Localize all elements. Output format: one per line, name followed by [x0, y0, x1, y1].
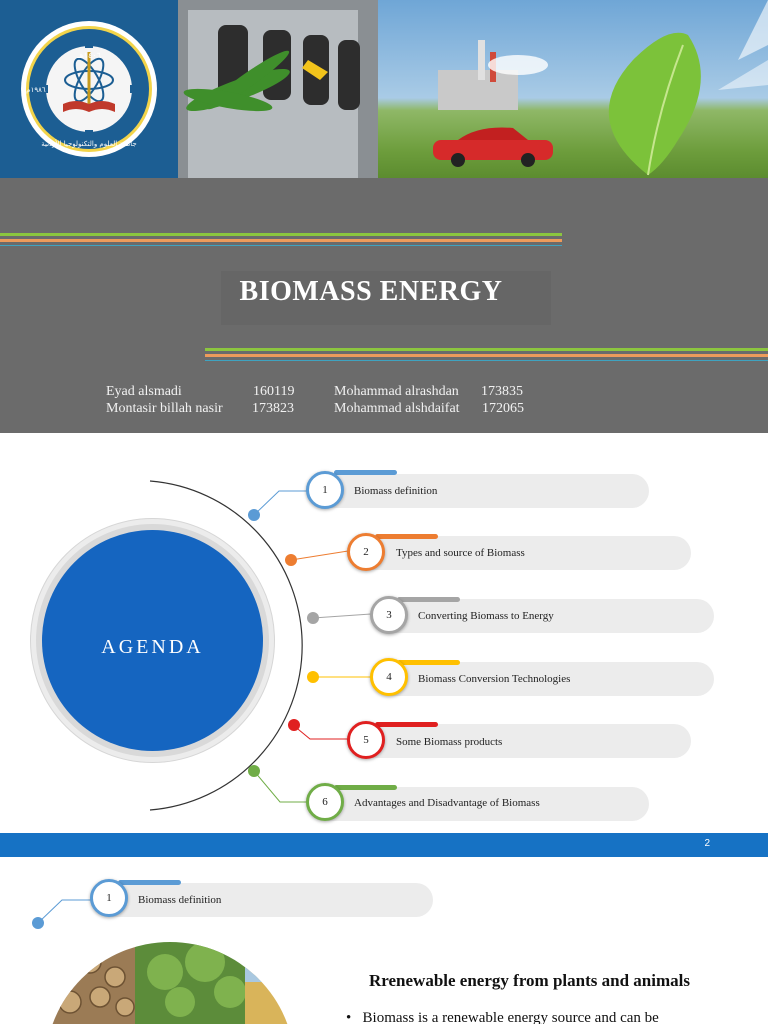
number-badge: 5: [347, 721, 385, 759]
author-id: 172065: [482, 401, 524, 416]
number-accent-bar: [397, 597, 460, 602]
number-accent-bar: [397, 660, 460, 665]
author-id: 160119: [253, 384, 295, 399]
agenda-item-label: Types and source of Biomass: [396, 547, 525, 559]
author-name: Mohammad alrashdan: [334, 384, 459, 399]
number-accent-bar: [118, 880, 181, 885]
timeline-dot: [307, 671, 319, 683]
slide3-heading: Rrenewable energy from plants and animals: [369, 971, 690, 990]
number-accent-bar: [334, 785, 397, 790]
footer-bar: [0, 833, 768, 857]
bullet-text: Biomass is a renewable energy source and can be: [362, 1010, 659, 1024]
agenda-item-label: Some Biomass products: [396, 736, 503, 748]
page-number: 2: [704, 838, 710, 849]
number-accent-bar: [375, 722, 438, 727]
logo-year-left: ١٩٨٦م: [26, 86, 46, 94]
agenda-item-label: Biomass definition: [354, 485, 438, 497]
number-accent-bar: [334, 470, 397, 475]
timeline-dot: [307, 612, 319, 624]
slide3-bullet: • Biomass is a renewable energy source and can be: [346, 1010, 659, 1024]
timeline-dot: [32, 917, 44, 929]
author-id: 173835: [481, 384, 523, 399]
divider-line-green: [0, 233, 562, 236]
divider-line-orange: [0, 239, 562, 242]
author-name: Montasir billah nasir: [106, 401, 223, 416]
divider-line-orange-2: [205, 354, 768, 357]
timeline-dot: [285, 554, 297, 566]
car-illustration: [433, 140, 553, 160]
number-badge: 1: [90, 879, 128, 917]
number-accent-bar: [375, 534, 438, 539]
banner-image: [178, 0, 768, 178]
title-slide: [0, 0, 768, 433]
agenda-item-label: Converting Biomass to Energy: [418, 610, 554, 622]
university-logo: [0, 0, 178, 178]
author-name: Eyad alsmadi: [106, 384, 182, 399]
logo-year-right: ١٤٠٦هـ: [77, 51, 101, 60]
leaf-illustration: [609, 33, 701, 175]
divider-line-teal-2: [205, 360, 768, 361]
section-item-label: Biomass definition: [138, 894, 222, 906]
divider-line-teal: [0, 245, 562, 246]
divider-line-green-2: [205, 348, 768, 351]
number-badge: 3: [370, 596, 408, 634]
number-badge: 6: [306, 783, 344, 821]
slide-title: BIOMASS ENERGY: [239, 276, 503, 307]
author-id: 173823: [252, 401, 294, 416]
logo-arabic-text: جامعة العلوم والتكنولوجيا الأردنية: [41, 140, 137, 148]
number-badge: 2: [347, 533, 385, 571]
logo-panel: [0, 0, 178, 178]
author-name: Mohammad alshdaifat: [334, 401, 460, 416]
agenda-label: AGENDA: [101, 636, 204, 658]
timeline-dot: [248, 765, 260, 777]
number-badge: 1: [306, 471, 344, 509]
number-badge: 4: [370, 658, 408, 696]
agenda-item-label: Biomass Conversion Technologies: [418, 673, 571, 685]
agenda-item-label: Advantages and Disadvantage of Biomass: [354, 797, 540, 809]
timeline-dot: [248, 509, 260, 521]
timeline-dot: [288, 719, 300, 731]
